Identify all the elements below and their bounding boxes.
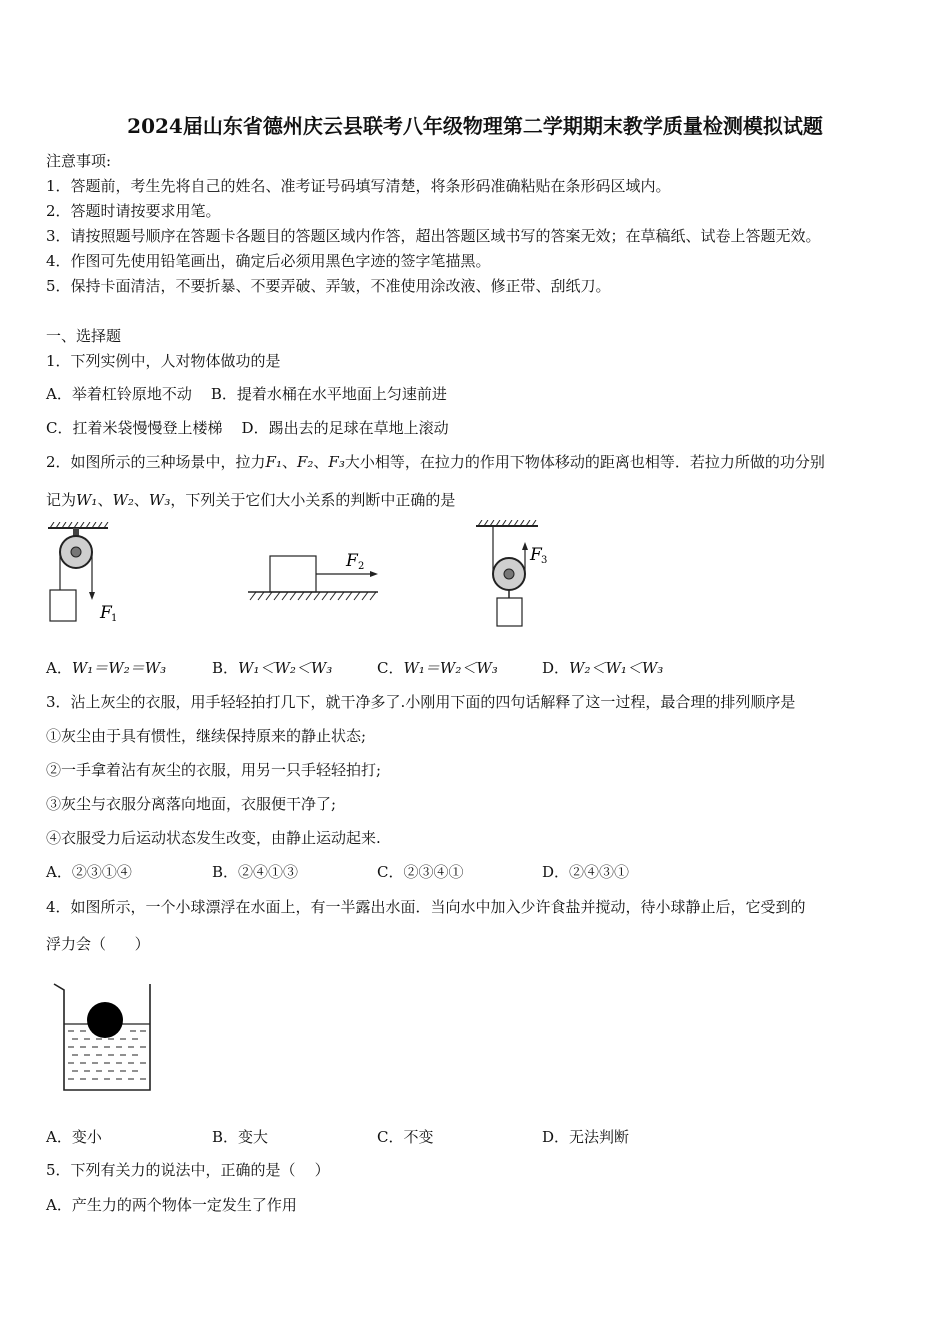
q2-f1: F₁	[265, 453, 282, 471]
q2-sep2: 、	[313, 453, 329, 471]
q4-stem-line2: 浮力会（ ）	[46, 935, 150, 953]
q4-figure-beaker	[50, 978, 160, 1096]
q2-stem-b: 大小相等，在拉力的作用下物体移动的距离也相等．若拉力所做的功分别	[344, 453, 825, 471]
q4-option-d: D．无法判断	[542, 1128, 630, 1146]
q2-fig2-sub: 2	[358, 561, 365, 572]
q2-stem-line1	[46, 452, 825, 472]
q4-option-c: C．不变	[377, 1128, 434, 1146]
q4-option-b: B．变大	[212, 1128, 269, 1146]
q2-fig3-sub: 3	[541, 555, 548, 566]
q2-w2: W₂	[112, 491, 134, 509]
notice-item-5: 5．保持卡面清洁，不要折暴、不要弄破、弄皱，不准使用涂改液、修正带、刮纸刀。	[46, 277, 611, 295]
q5-stem: 5．下列有关力的说法中，正确的是（ ）	[46, 1161, 330, 1179]
q2-fig1-label: F	[100, 603, 112, 623]
q3-option-b: B．②④①③	[212, 863, 299, 881]
q3-stem: 3．沾上灰尘的衣服，用手轻轻拍打几下，就干净多了.小刚用下面的四句话解释了这一过程，最合理的排列顺序是	[46, 693, 796, 711]
q3-statement-3: ③灰尘与衣服分离落向地面，衣服便干净了;	[46, 795, 337, 813]
q2-figure-block	[246, 546, 382, 606]
q1-options-ab: A．举着杠铃原地不动 B．提着水桶在水平地面上匀速前进	[46, 385, 447, 403]
q2-fig3-label: F	[530, 545, 542, 565]
notice-heading: 注意事项:	[46, 152, 112, 170]
section-heading: 一、选择题	[46, 327, 122, 345]
q3-option-a: A．②③①④	[46, 863, 132, 881]
q2-option-b: B．W₁＜W₂＜W₃	[212, 659, 333, 677]
q2-stem-d: ，下列关于它们大小关系的判断中正确的是	[170, 491, 456, 509]
q3-option-c: C．②③④①	[377, 863, 464, 881]
q2-w1: W₁	[76, 491, 98, 509]
q2-stem-c: 记为	[46, 491, 77, 509]
q2-stem-a: 2．如图所示的三种场景中，拉力	[46, 453, 266, 471]
q2-w3: W₃	[148, 491, 171, 509]
q3-statement-2: ②一手拿着沾有灰尘的衣服，用另一只手轻轻拍打;	[46, 761, 382, 779]
q2-f3: F₃	[328, 453, 345, 471]
notice-item-2: 2．答题时请按要求用笔。	[46, 202, 221, 220]
q4-option-a: A．变小	[46, 1128, 102, 1146]
q2-stem-line2	[46, 490, 455, 510]
q2-option-c: C．W₁＝W₂＜W₃	[377, 659, 498, 677]
q5-option-a: A．产生力的两个物体一定发生了作用	[46, 1196, 297, 1214]
q2-option-a: A．W₁＝W₂＝W₃	[46, 659, 167, 677]
q2-fig1-sub: 1	[111, 613, 118, 624]
q2-f2: F₂	[296, 453, 314, 471]
q2-figure-movable-pulley	[472, 520, 562, 632]
q1-options-cd: C．扛着米袋慢慢登上楼梯 D．踢出去的足球在草地上滚动	[46, 419, 449, 437]
notice-item-3: 3．请按照题号顺序在答题卡各题目的答题区域内作答，超出答题区域书写的答案无效；在草稿纸、试卷上答题无效。	[46, 227, 821, 245]
q4-stem-line1: 4．如图所示，一个小球漂浮在水面上，有一半露出水面．当向水中加入少许食盐并搅动，待小球静止后，它受到的	[46, 898, 806, 916]
q2-sep3: 、	[97, 491, 113, 509]
q2-option-d: D．W₂＜W₁＜W₃	[542, 659, 664, 677]
notice-item-1: 1．答题前，考生先将自己的姓名、准考证号码填写清楚，将条形码准确粘贴在条形码区域内。	[46, 177, 671, 195]
q3-option-d: D．②④③①	[542, 863, 630, 881]
page-title: 2024届山东省德州庆云县联考八年级物理第二学期期末教学质量检测模拟试题	[127, 114, 823, 138]
q1-stem: 1．下列实例中，人对物体做功的是	[46, 352, 281, 370]
q2-fig2-label: F	[346, 551, 358, 571]
q3-statement-1: ①灰尘由于具有惯性，继续保持原来的静止状态;	[46, 727, 367, 745]
q3-statement-4: ④衣服受力后运动状态发生改变，由静止运动起来.	[46, 829, 381, 847]
q2-sep1: 、	[281, 453, 297, 471]
q2-figure-fixed-pulley	[44, 522, 144, 632]
notice-item-4: 4．作图可先使用铅笔画出，确定后必须用黑色字迹的签字笔描黑。	[46, 252, 491, 270]
q2-sep4: 、	[133, 491, 149, 509]
